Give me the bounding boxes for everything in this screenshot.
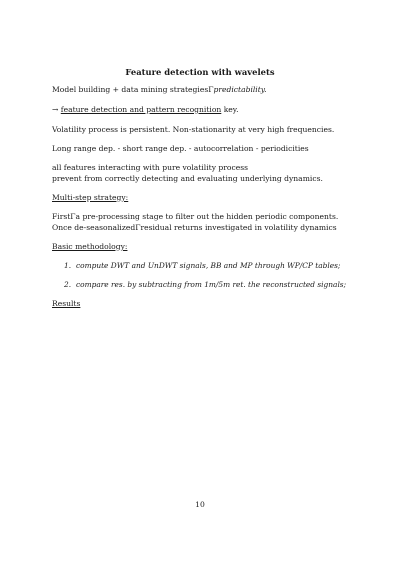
- feature-detection-rest: key.: [221, 105, 239, 114]
- predictability-text: predictability.: [213, 85, 267, 94]
- heading-basic-methodology: Basic methodology:: [52, 242, 128, 251]
- paragraph-feature-detection: [52, 106, 239, 114]
- model-building-text: Model building + data mining strategiesΓ: [52, 85, 214, 94]
- method-item-2: [64, 281, 346, 288]
- page-number: 10: [195, 500, 205, 509]
- paragraph-model-building: [52, 86, 266, 94]
- heading-multistep-strategy: Multi-step strategy:: [52, 193, 129, 202]
- paragraph-long-range: Long range dep. - short range dep. - autocorrelation - periodicities: [52, 144, 309, 153]
- method-item-2-text: compare res. by subtracting from 1m/5m ret. the reconstructed signals;: [76, 280, 347, 289]
- paragraph-features-line-1: all features interacting with pure volatility process: [52, 163, 249, 172]
- paragraph-volatility: Volatility process is persistent. Non-stationarity at very high frequencies.: [52, 125, 335, 134]
- feature-detection-underlined: feature detection and pattern recognition: [60, 105, 222, 114]
- page-title: Feature detection with wavelets: [125, 67, 275, 77]
- paragraph-first-line: FirstΓa pre-processing stage to filter out the hidden periodic components.: [52, 212, 339, 221]
- method-item-2-number: 2.: [64, 280, 72, 289]
- paragraph-features-line-2: prevent from correctly detecting and evaluating underlying dynamics.: [52, 174, 323, 183]
- method-item-1: [64, 262, 340, 269]
- method-item-1-number: 1.: [64, 261, 72, 270]
- method-item-1-text: compute DWT and UnDWT signals, BB and MP through WP/CP tables;: [76, 261, 341, 270]
- heading-results: Results: [52, 299, 81, 308]
- arrow-glyph: →: [52, 105, 61, 114]
- paragraph-once-line: Once de-seasonalizedΓresidual returns investigated in volatility dynamics: [52, 223, 337, 232]
